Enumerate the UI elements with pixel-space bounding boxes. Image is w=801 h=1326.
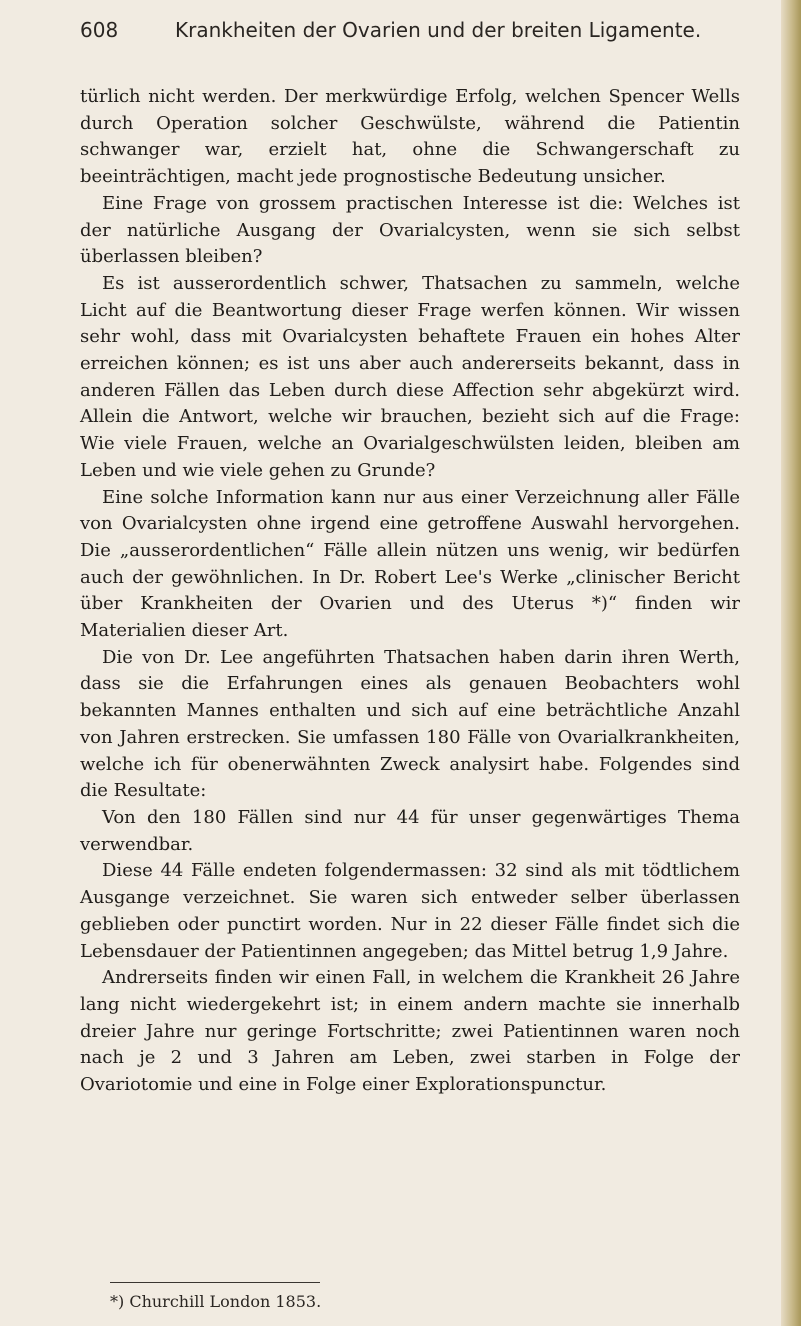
paragraph: Diese 44 Fälle endeten folgendermassen: 32 sind als mit tödtlichem Ausgange verzeichnet. Sie waren sich entweder selber überlassen geblieben oder punctirt worden. Nur in 22 dieser Fälle findet sich die Lebensdauer der Patientinnen angegeben; das Mittel betrug 1,9 Jahre. (80, 860, 740, 962)
footnote-rule (110, 1282, 320, 1283)
paragraph: Eine Frage von grossem practischen Interesse ist die: Welches ist der natürliche Ausgang der Ovarialcysten, wenn sie sich selbst überlassen bleiben? (80, 192, 740, 268)
paragraph: Andrerseits finden wir einen Fall, in welchem die Krankheit 26 Jahre lang nicht wiedergekehrt ist; in einem andern machte sie innerhalb dreier Jahre nur geringe Fortschritte; zwei Patientinnen waren noch nach je 2 und 3 Jahren am Leben, zwei starben in Folge der Ovariotomie und eine in Folge einer Explorationspunctur. (80, 967, 740, 1096)
paragraph: Eine solche Information kann nur aus einer Verzeichnung aller Fälle von Ovarialcysten ohne irgend eine getroffene Auswahl hervorgehen. Die „ausserordentlichen“ Fälle allein nützen uns wenig, wir bedürfen auch der gewöhnlichen. In Dr. Robert Lee's Werke „clinischer Bericht über Krankheiten der Ovarien und des Uterus *)“ finden wir Materialien dieser Art. (80, 486, 740, 642)
footnote: *) Churchill London 1853. (110, 1292, 322, 1311)
paragraph: türlich nicht werden. Der merkwürdige Erfolg, welchen Spencer Wells durch Operation solcher Geschwülste, während die Patientin schwanger war, erzielt hat, ohne die Schwangerschaft zu beeinträchtigen, macht jede prognostische Bedeutung unsicher. (80, 86, 740, 188)
running-title: Krankheiten der Ovarien und der breiten Ligamente. (175, 18, 702, 42)
page-header (80, 18, 760, 52)
body-text (80, 84, 740, 1099)
paragraph: Die von Dr. Lee angeführten Thatsachen haben darin ihren Werth, dass sie die Erfahrungen eines als genauen Beobachters wohl bekannten Mannes enthalten und sich auf eine beträchtliche Anzahl von Jahren erstrecken. Sie umfassen 180 Fälle von Ovarialkrankheiten, welche ich für obenerwähnten Zweck analysirt habe. Folgendes sind die Resultate: (80, 646, 740, 802)
page-edge (781, 0, 801, 1326)
paragraph: Es ist ausserordentlich schwer, Thatsachen zu sammeln, welche Licht auf die Beantwortung dieser Frage werfen können. Wir wissen sehr wohl, dass mit Ovarialcysten behaftete Frauen ein hohes Alter erreichen können; es ist uns aber auch andererseits bekannt, dass in anderen Fällen das Leben durch diese Affection sehr abgekürzt wird. Allein die Antwort, welche wir brauchen, bezieht sich auf die Frage: Wie viele Frauen, welche an Ovarialgeschwülsten leiden, bleiben am Leben und wie viele gehen zu Grunde? (80, 272, 740, 481)
paragraph: Von den 180 Fällen sind nur 44 für unser gegenwärtiges Thema verwendbar. (80, 806, 740, 855)
page-number: 608 (80, 18, 119, 42)
